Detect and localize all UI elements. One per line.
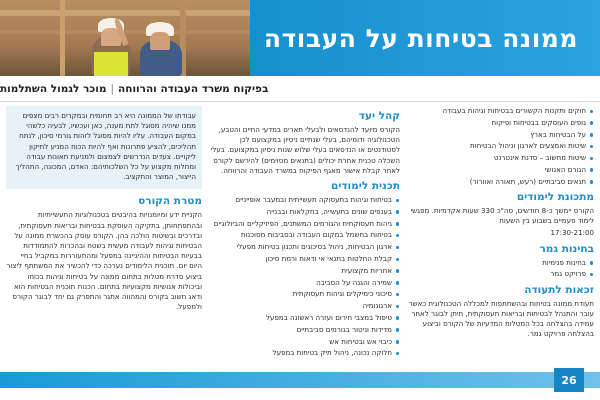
supervision-note: בפיקוח משרד העבודה והרווחה	[118, 82, 269, 95]
title-band	[250, 0, 600, 76]
intro-text: עבודתו של הממונה היא רב תחומית ובמקרים רבים מצפים ממנו שיהיה מסוגל לתת מענה, כאן ועכשיו, לבעיה כלשהי במקום העבודה. עליו להיות מסוגל לזהות גורמי סיכון, לנתח תהליכים, להציע פתרונות ואף להיות הכוח המניע לתיקון ליקויים. צעדים הנדרשים לצמצום ולמניעת תאונות עבודה ומחלות מקצוע על כל השלכותיהם: האדם, המכונה, התהליך הייצור, המוצר והתקציב.	[15, 111, 196, 182]
page-title: ממונה בטיחות על העבודה	[263, 23, 578, 53]
topic-item: הגורם האנושי	[408, 165, 594, 175]
curriculum-item: שמירה והגנה על הסביבה	[210, 278, 400, 288]
topic-item: תנאים סביבתיים (רעש, תאורה ואוורור)	[408, 177, 594, 187]
curriculum-item: חלוקה נכונה, ניהול תיק בטיחות במפעל	[210, 348, 400, 358]
intro-box	[6, 106, 202, 189]
curriculum-item: ארגונומיה	[210, 301, 400, 311]
topic-item: שיטות מחשוב – סדנת אינטרנט	[408, 153, 594, 163]
eligibility-text: תעודת ממונה בטיחות ובהשתתפות למכללה הטכנולוגית כאשר עובר והתנהל לבטיחות ובריאות תעסוקתית, תיתן לבוגר לאחר עמידה בהצלחה בכל המטלות המדעיות של הקורס וביצוע בהצלחה פרויקט גמר.	[408, 298, 594, 339]
curriculum-item: בענפים שונים בתעשייה, בחקלאות ובבנייה	[210, 207, 400, 217]
audience-text: הקורס מיועד להנדסאים ולבעלי תארים במדעי החיים והטבע, הטכנולוגיה ודומיהם, בעלי שנתיים ניסיון במקצועם לכן לסטודנטים או הנדסאים בעלי שלוש שנות ניסיון במקצועם. בעלי השכלה טכנית אחרת יכולים (בתנאים מסוימים) להירשם לקורס לאחר קבלת אישור מאגף הפיקוח במשרד העבודה והרווחה.	[210, 125, 400, 175]
curriculum-item: בטיחות וגיהות בתעסוקה תעשייתית ובמעבר אופייניים	[210, 195, 400, 205]
schedule-title: מתכונת לימודים	[516, 190, 594, 203]
curriculum-list	[210, 195, 400, 359]
eligibility-title: זכאות לתעודה	[524, 283, 594, 296]
page-number: 26	[554, 368, 584, 392]
accreditation-note: מוכר לגמול השתלמות	[0, 82, 107, 95]
curriculum-item: ארגון הבטיחות, ניהול בסיכונים ותכנון בטיחות מפעלי	[210, 242, 400, 252]
goal-title: מטרת הקורס	[138, 195, 202, 208]
exams-list	[408, 258, 594, 280]
exam-item: פרויקט גמר	[408, 269, 594, 279]
subheader	[0, 76, 600, 102]
content-columns	[6, 106, 594, 374]
topics-list	[408, 106, 594, 187]
schedule-hours: 17:30-21:00	[550, 228, 594, 238]
curriculum-item: מדידות וניטור בגורמים סביבתיים	[210, 325, 400, 335]
curriculum-item: קבלת החלטות בתנאי אי ודאות ורמת סיכון	[210, 254, 400, 264]
column-left	[408, 106, 594, 374]
topic-item: חוקים ותקנות הקשורים בבטיחות וגיהות בעבודה	[408, 106, 594, 116]
schedule-text: הקורס יימשך כ-8 חודשים, סה"כ 330 שעות אקדמיות. מפגשי לימוד פעמיים בשבוע בין השעות	[410, 205, 594, 226]
audience-title: קהל יעד	[358, 110, 400, 122]
topic-item: גופים העוסקים בבטיחות ופיקוח	[408, 118, 594, 128]
subheader-separator: |	[110, 82, 115, 95]
topic-item: שיטות ואמצעים לארגון וניהול הבטיחות	[408, 141, 594, 151]
footer-bar	[0, 372, 600, 388]
goal-text: הקניית ידע ומיומנויות בהיבטים בטכנולוגיות התעשייתיות ובהתפתחותן, בתקיקה העוסקת בבטיחות ובריאות תעסוקתית, ובדרכים ובשיטות הולכה בהן. הקורס עוסק בהכשרת ממונה על הבטיחות וגיהות לעבודה מעשית בשטח ובהכרות להתמודדות בבעיות הבטיחות וההיגיינה במפעל ומהתעוררות במקביל בחיי היום יום. תוכנית הלימודים נערכה כדי להכשיר את המשתתף ליצור ביצוע סדרת מטלות בתחום ממונה על בטיחות וגיהות בכוחו וביכולות אנושיות מקצועיות בתחום. הכנות תוכנית הבטיחות הוא ודאג חשוב בקורס והמהווה אתגר והתפרק גם יחד לבוגר הקורס ולמפעל.	[6, 210, 202, 312]
curriculum-item: בטיחות בחשמל במקום העבודה ובסביבות מסוכנות	[210, 230, 400, 240]
exams-title: בחינות גמר	[539, 242, 594, 255]
curriculum-item: אחריות מקצועית	[210, 266, 400, 276]
header-photo	[0, 0, 250, 76]
exam-item: בחינות פנימיות	[408, 258, 594, 268]
topic-item: על הבטיחות בארץ	[408, 130, 594, 140]
curriculum-title: תכנית לימודים	[330, 180, 400, 193]
curriculum-item: טיפול במצבי חירום ועזרה ראשונה במפעל	[210, 313, 400, 323]
column-middle	[210, 106, 400, 374]
curriculum-item: גיהות תעסוקתית והגורמים המשתנים, הפיזיקליים והביולוגיים	[210, 219, 400, 229]
curriculum-item: כיבוי אש ובטיחות אש	[210, 337, 400, 347]
column-right	[6, 106, 202, 374]
curriculum-item: סיכוני כימיקלים וגיהות תעסוקתית	[210, 289, 400, 299]
